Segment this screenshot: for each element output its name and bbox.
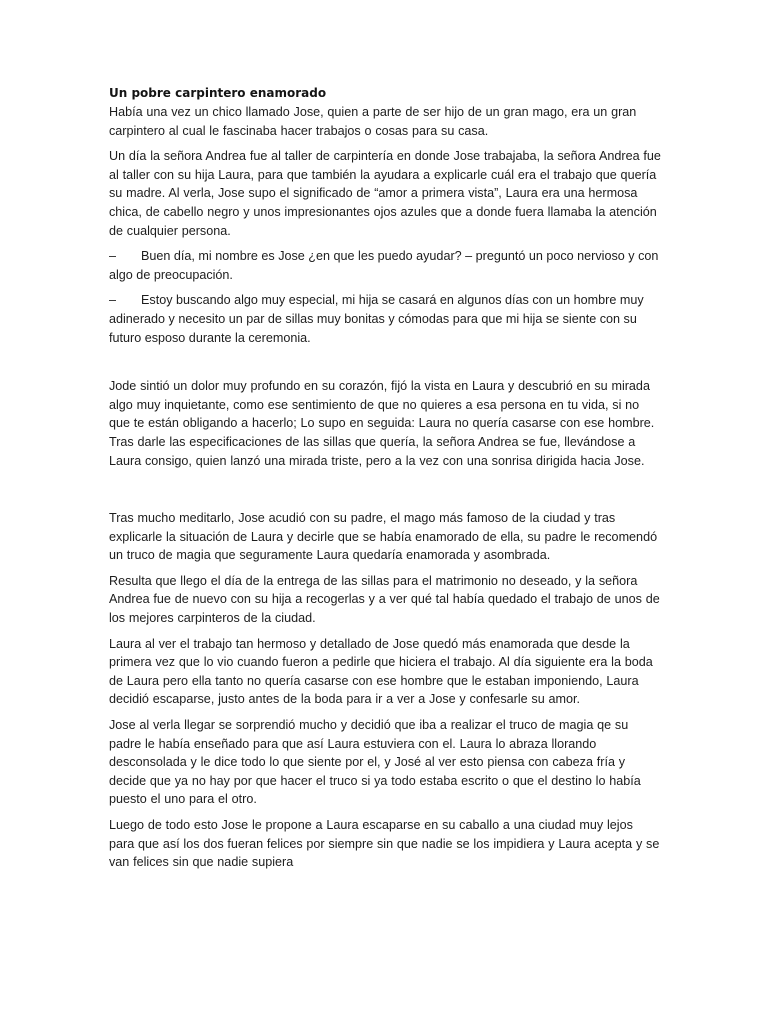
paragraph-father: Tras mucho meditarlo, Jose acudió con su padre, el mago más famoso de la ciudad y tras explicarle la situación de Laura y decirle que se había enamorado de ella, su padre le recomendó un truco de magia que seguramente Laura quedaría enamorada y asombrada. xyxy=(109,511,658,563)
dialogue-text: Buen día, mi nombre es Jose ¿en que les puedo ayudar? – preguntó un poco nervioso y con algo de preocupación. xyxy=(109,249,659,282)
document-page xyxy=(109,84,661,879)
paragraph-wedding: Laura al ver el trabajo tan hermoso y detallado de Jose quedó más enamorada que desde la primera vez que lo vio cuando fueron a pedirle que hiciera el trabajo. Al día siguiente era la boda de Laura pero ella tanto no quería casarse con ese hombre que le estaban imponiendo, Laura decidió escaparse, justo antes de la boda para ir a ver a Jose y confesarle su amor. xyxy=(109,636,653,707)
paragraph-visit: Un día la señora Andrea fue al taller de carpintería en donde Jose trabajaba, la señora Andrea fue al taller con su hija Laura, para que también la ayudara a explicarle cuál era el trabajo que quería su madre. Al verla, Jose supo el significado de “amor a primera vista”, Laura era una hermosa chica, de cabello negro y unos impresionantes ojos azules que a donde fuera llamaba la atención de cualquier persona. xyxy=(109,149,661,238)
dialogue-line-jose xyxy=(109,247,661,284)
paragraph-ending: Luego de todo esto Jose le propone a Laura escaparse en su caballo a una ciudad muy lejos para que así los dos fueran felices por siempre sin que nadie se los impidiera y Laura acepta y se van felices sin que nadie supiera xyxy=(109,818,660,870)
blank-line xyxy=(109,354,661,377)
paragraph-intro: Había una vez un chico llamado Jose, quien a parte de ser hijo de un gran mago, era un gran carpintero al cual le fascinaba hacer trabajos o cosas para su casa. xyxy=(109,105,637,138)
dialogue-dash: – xyxy=(109,293,117,308)
dialogue-dash: – xyxy=(109,249,117,264)
paragraph-delivery: Resulta que llego el día de la entrega de las sillas para el matrimonio no deseado, y la señora Andrea fue de nuevo con su hija a recogerlas y a ver qué tal había quedado el trabajo de unos de los mejores carpinteros de la ciudad. xyxy=(109,573,660,626)
document-title: Un pobre carpintero enamorado xyxy=(109,86,327,100)
dialogue-text: Estoy buscando algo muy especial, mi hija se casará en algunos días con un hombre muy adinerado y necesito un par de sillas muy bonitas y cómodas para que mi hija se siente con su futuro esposo durante la ceremonia. xyxy=(109,293,644,345)
dialogue-line-andrea xyxy=(109,291,661,347)
paragraph-magic: Jose al verla llegar se sorprendió mucho y decidió que iba a realizar el truco de magia qe su padre le había enseñado para que así Laura estuviera con el. Laura lo abraza llorando desconsolada y le dice todo lo que siente por el, y José al ver esto piensa con cabeza fría y decide que ya no hay por que hacer el truco si ya todo estaba escrito o que el destino lo había puesto el uno para el otro. xyxy=(109,718,641,807)
blank-line xyxy=(109,477,661,509)
paragraph-heartbreak: Jode sintió un dolor muy profundo en su corazón, fijó la vista en Laura y descubrió en su mirada algo muy inquietante, como ese sentimiento de que no quieres a esa persona en tu vida, si no que te están obligando a hacerlo; Lo supo en seguida: Laura no quería casarse con ese hombre. Tras darle las especificaciones de las sillas que quería, la señora Andrea se fue, llevándose a Laura consigo, quien lanzó una mirada triste, pero a la vez con una sonrisa dirigida hacia Jose. xyxy=(109,379,655,468)
